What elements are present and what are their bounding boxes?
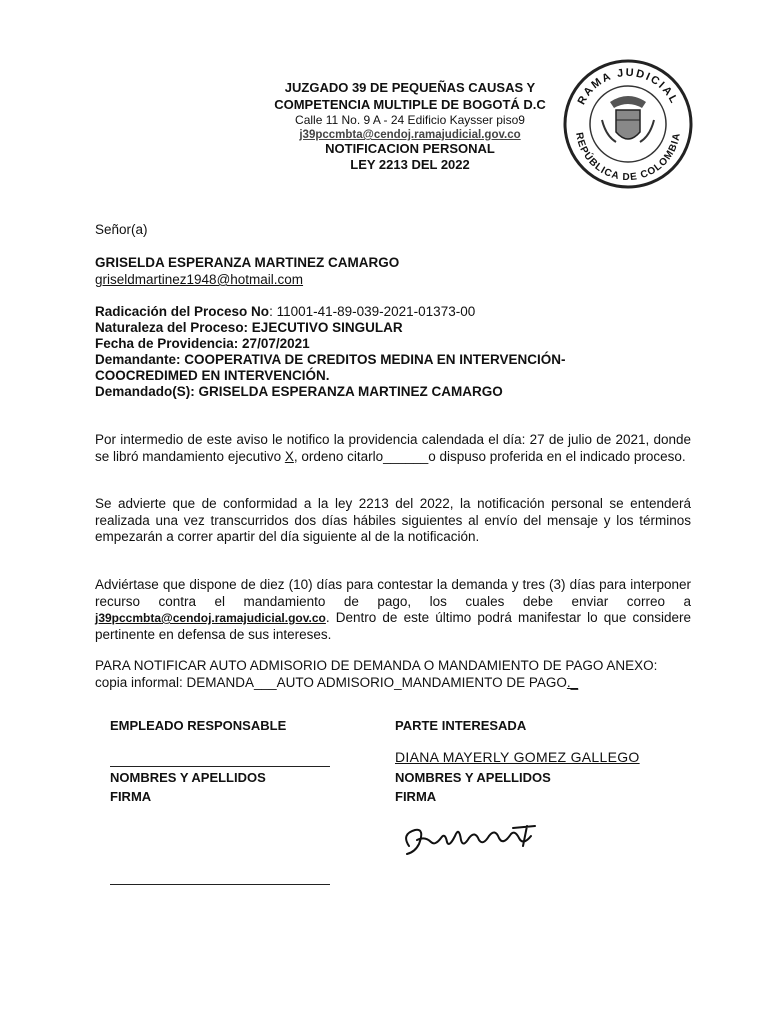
seal-top-text: RAMA JUDICIAL (575, 66, 681, 107)
left-name-line (110, 766, 330, 767)
paragraph-anexo-text: PARA NOTIFICAR AUTO ADMISORIO DE DEMANDA O MANDAMIENTO DE PAGO ANEXO: copia informal: DEMANDA___AUTO ADMISORIO_MANDAMIENTO DE PAGO (95, 658, 658, 690)
demandante-line1: Demandante: COOPERATIVA DE CREDITOS MEDINA EN INTERVENCIÓN- (95, 352, 566, 367)
fecha-providencia: Fecha de Providencia: 27/07/2021 (95, 336, 310, 351)
left-firma-label: FIRMA (110, 789, 152, 804)
paragraph-anexo (95, 658, 691, 691)
salutation: Señor(a) (95, 222, 148, 237)
court-name-line1: JUZGADO 39 DE PEQUEÑAS CAUSAS Y (284, 80, 536, 95)
radicacion-label: Radicación del Proceso No (95, 304, 270, 319)
mandamiento-mark: X (284, 448, 294, 464)
court-name-line2: COMPETENCIA MULTIPLE DE BOGOTÁ D.C (274, 97, 546, 112)
court-email-inline-link[interactable]: j39pccmbta@cendoj.ramajudicial.gov.co (95, 611, 326, 625)
left-signature-line (110, 884, 330, 885)
paragraph-aviso (95, 432, 691, 465)
document-title: NOTIFICACION PERSONAL (325, 141, 495, 156)
right-firma-label: FIRMA (395, 789, 437, 804)
left-names-label: NOMBRES Y APELLIDOS (110, 770, 266, 785)
radicacion (95, 304, 691, 321)
paragraph-terminos-text-a: Adviértase que dispone de diez (10) días para contestar la demanda y tres (3) días para interponer recurso contra el mandamiento de pago, los cuales debe enviar correo a (95, 577, 691, 609)
paragraph-terminos (95, 577, 691, 643)
recipient-email[interactable] (95, 272, 691, 289)
paragraph-terminos-text-b: . Dentro de este último podrá manifestar lo que considere pertinente en defensa de sus intereses. (95, 610, 691, 642)
handwritten-signature (395, 816, 555, 862)
radicacion-value: : 11001-41-89-039-2021-01373-00 (269, 304, 476, 319)
law-reference: LEY 2213 DEL 2022 (350, 157, 470, 172)
demandante-line2: COOCREDIMED EN INTERVENCIÓN. (95, 368, 330, 383)
right-signer-name: DIANA MAYERLY GOMEZ GALLEGO (395, 749, 640, 765)
right-names-label: NOMBRES Y APELLIDOS (395, 770, 551, 785)
naturaleza-proceso: Naturaleza del Proceso: EJECUTIVO SINGULAR (95, 320, 403, 335)
court-email-link[interactable]: j39pccmbta@cendoj.ramajudicial.gov.co (299, 129, 521, 141)
paragraph-anexo-end: ._ (566, 674, 579, 690)
paragraph-aviso-text-b: , ordeno citarlo______o dispuso proferida en el indicado proceso. (293, 448, 686, 464)
left-signature-title: EMPLEADO RESPONSABLE (110, 718, 287, 733)
recipient-name: GRISELDA ESPERANZA MARTINEZ CAMARGO (95, 255, 400, 270)
coat-of-arms-icon (602, 96, 654, 142)
seal-bottom-text: REPÚBLICA DE COLOMBIA (573, 131, 683, 184)
paragraph-aviso-text-a: Por intermedio de este aviso le notifico la providencia calendada el día: 27 de julio de 2021, donde se libró mandamiento ejecutivo (95, 432, 691, 464)
recipient-email-link[interactable]: griseldmartinez1948@hotmail.com (95, 272, 304, 287)
rama-judicial-seal (562, 58, 694, 190)
right-signature-title: PARTE INTERESADA (395, 718, 527, 733)
paragraph-advertencia: Se advierte que de conformidad a la ley 2213 del 2022, la notificación personal se entenderá realizada una vez transcurridos dos días hábiles siguientes al envío del mensaje y los términos empezarán a correr apartir del día siguiente al de la notificación. (95, 496, 691, 544)
court-address: Calle 11 No. 9 A - 24 Edificio Kaysser piso9 (295, 113, 525, 127)
demandado: Demandado(S): GRISELDA ESPERANZA MARTINEZ CAMARGO (95, 384, 503, 399)
